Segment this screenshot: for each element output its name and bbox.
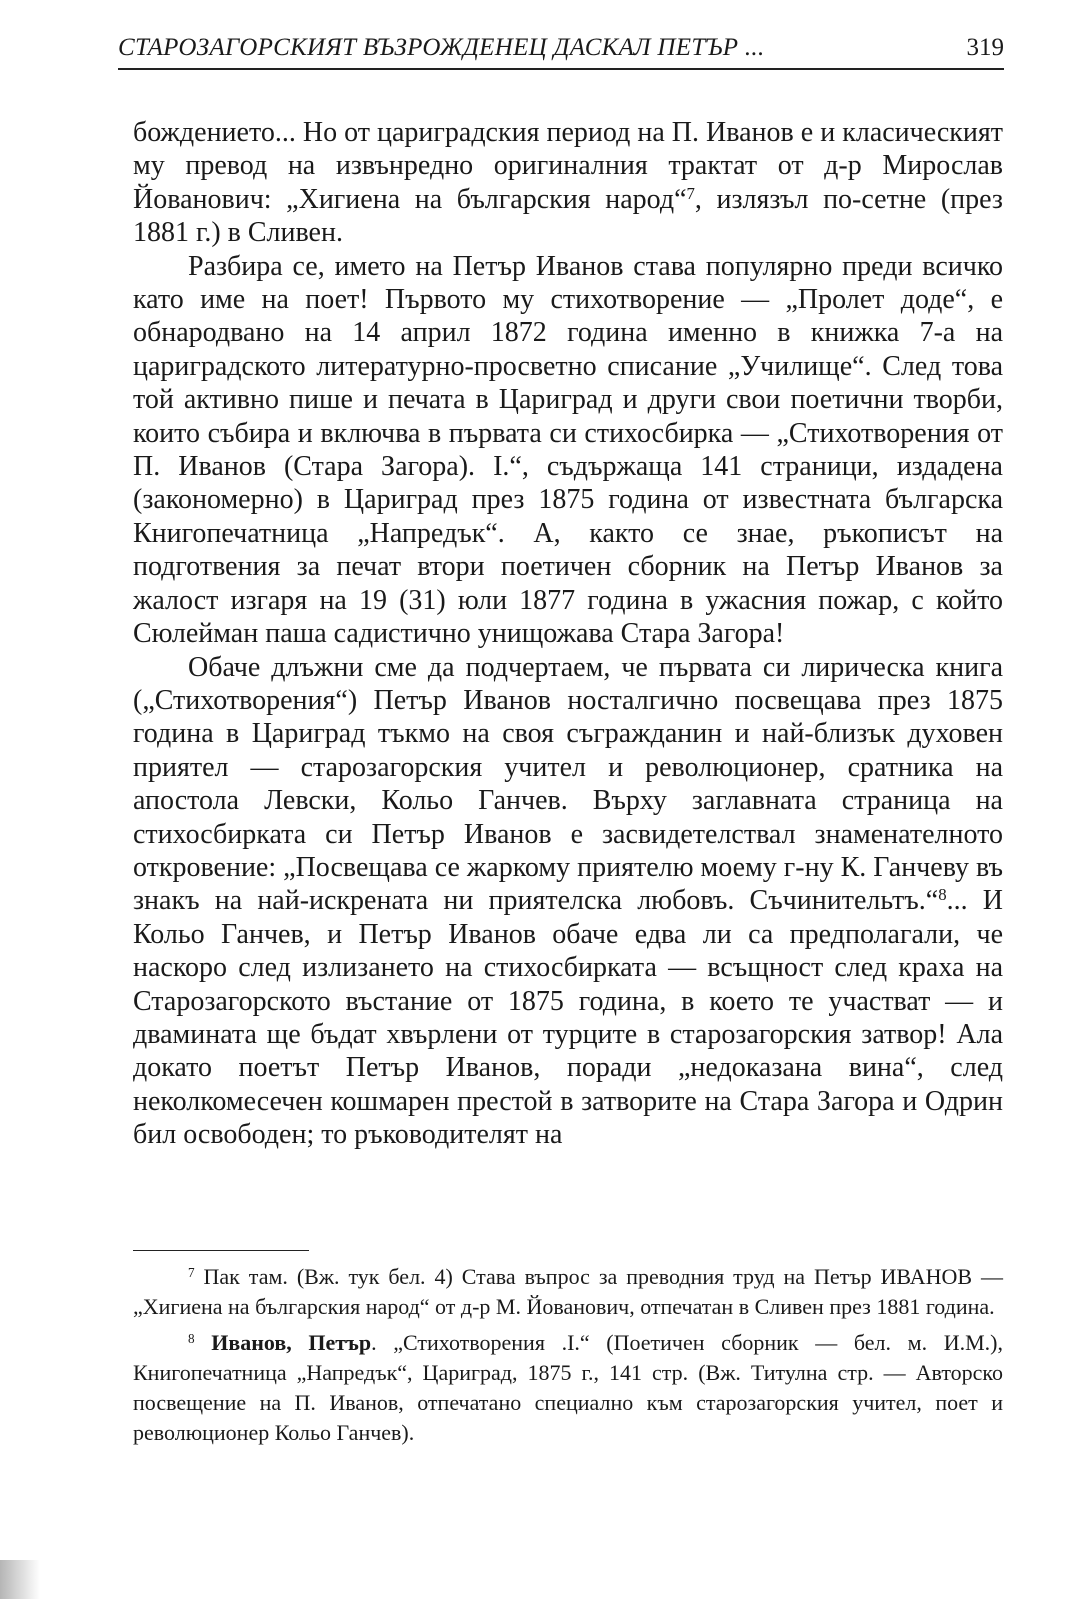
footnote-7: [133, 1262, 1003, 1322]
paragraph-3-text-b: ... И Кольо Ганчев, и Петър Иванов обаче едва ли са предполагали, че наскоро след излизането на стихосбирката — всъщност след краха на Старозагорското въстание от 1875 година, в което те участват — и двамината ще бъдат хвърлени от турците в старозагорския затвор! Ала докато поетът Петър Иванов, поради „недоказана вина“, след неколкомесечен кошмарен престой в затворите на Стара Загора и Одрин бил освободен; то ръководителят на: [133, 885, 1003, 1151]
footnote-divider: [133, 1250, 309, 1251]
scan-edge-shadow: [0, 1560, 40, 1599]
running-header: [118, 30, 1004, 70]
footnote-7-number: 7: [188, 1264, 195, 1280]
paragraph-3: [133, 651, 1003, 1152]
body-text: [133, 116, 1003, 1152]
page-number: 319: [966, 34, 1004, 61]
paragraph-1: [133, 116, 1003, 250]
paragraph-1-text-b: , излязъл по-сетне (през 1881 г.) в Сливен.: [133, 183, 1003, 249]
footnote-ref-7: 7: [686, 183, 695, 203]
footnote-8-number: 8: [188, 1330, 195, 1346]
paragraph-1-text-a: бождението... Но от цариградския период на П. Иванов е и класическият му превод на извънредно оригиналния трактат от д-р Мирослав Йованович: „Хигиена на българския народ“: [133, 117, 1003, 215]
footnotes: [133, 1262, 1003, 1454]
paragraph-2: Разбира се, името на Петър Иванов става популярно преди всичко като име на поет! Първото му стихотворение — „Пролет доде“, е обнародвано на 14 април 1872 година именно в книжка 7-а на цариградското литературно-просветно списание „Училище“. След това той активно пише и печата в Цариград и други свои поетични творби, които събира и включва в първата си стихосбирка — „Стихотворения от П. Иванов (Стара Загора). І.“, съдържаща 141 страници, издадена (закономерно) в Цариград през 1875 година от известната българска Книгопечатница „Напредък“. А, както се знае, ръкописът на подготвения за печат втори поетичен сборник на Петър Иванов за жалост изгаря на 19 (31) юли 1877 година в ужасния пожар, с който Сюлейман паша садистично унищожава Стара Загора!: [133, 250, 1003, 650]
footnote-7-text: Пак там. (Вж. тук бел. 4) Става въпрос за преводния труд на Петър ИВАНОВ — „Хигиена на българския народ“ от д-р М. Йованович, отпечатан в Сливен през 1881 година.: [133, 1264, 1003, 1319]
footnote-8: [133, 1328, 1003, 1448]
footnote-8-text: . „Стихотворения .І.“ (Поетичен сборник — бел. м. И.М.), Книгопечатница „Напредък“, Цариград, 1875 г., 141 стр. (Вж. Титулна стр. — Авторско посвещение на П. Иванов, отпечатано специално към старозагорския учител, поет и революционер Кольо Ганчев).: [133, 1330, 1003, 1445]
paragraph-3-text-a: Обаче длъжни сме да подчертаем, че първата си лирическа книга („Стихотворения“) Петър Иванов носталгично посвещава през 1875 година в Цариград тъкмо на своя съгражданин и най-близък духовен приятел — старозагорския учител и революционер, сратника на апостола Левски, Кольо Ганчев. Върху заглавната страница на стихосбирката си Петър Иванов е засвидетелствал знаменателното откровение: „Посвещава се жаркому приятелю моему г-ну К. Ганчеву въ знакъ на най-искрената ни приятелска любовъ. Съчинительтъ.“: [133, 651, 1003, 917]
footnote-8-author: Иванов, Петър: [194, 1330, 372, 1355]
footnote-ref-8: 8: [938, 885, 947, 905]
running-title: СТАРОЗАГОРСКИЯТ ВЪЗРОЖДЕНЕЦ ДАСКАЛ ПЕТЪР ...: [118, 34, 765, 61]
